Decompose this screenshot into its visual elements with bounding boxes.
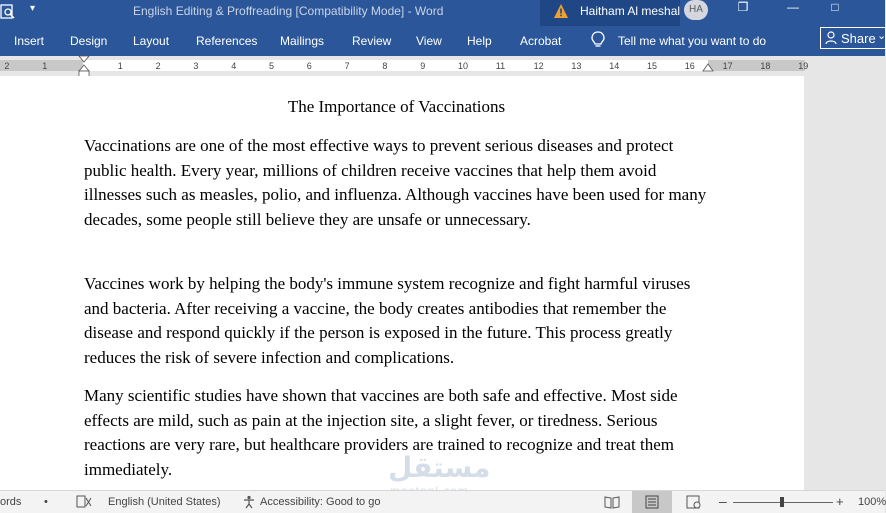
word-count[interactable]: ords (0, 496, 22, 508)
track-changes-icon[interactable] (76, 495, 92, 509)
document-title: English Editing & Proffreading [Compatibility Mode] - Word (133, 4, 444, 18)
tell-me-label: Tell me what you want to do (618, 34, 767, 48)
tab-view[interactable]: View (416, 34, 442, 48)
ruler-label: 1 (42, 61, 48, 71)
ruler-label: 1 (117, 61, 123, 71)
language-indicator[interactable]: English (United States) (108, 496, 221, 508)
ruler-label: 12 (533, 61, 544, 71)
accessibility-status[interactable]: Accessibility: Good to go (260, 496, 381, 508)
ruler-label: 13 (571, 61, 582, 71)
warning-icon[interactable] (553, 3, 569, 19)
ruler-label: 9 (420, 61, 426, 71)
tab-help[interactable]: Help (467, 34, 492, 48)
zoom-slider-thumb[interactable] (780, 497, 784, 507)
share-label: Share (841, 31, 876, 46)
document-heading[interactable]: The Importance of Vaccinations (287, 97, 506, 116)
watermark-script: مستقل (388, 451, 491, 484)
tab-acrobat[interactable]: Acrobat (520, 34, 562, 48)
status-separator: • (44, 496, 48, 508)
document-page[interactable] (0, 76, 804, 490)
ruler-label: 7 (344, 61, 350, 71)
ruler-indent-marker[interactable] (78, 56, 90, 78)
print-layout-button[interactable] (632, 491, 672, 513)
tab-references[interactable]: References (196, 34, 258, 48)
title-bar (0, 0, 885, 26)
restore-button[interactable]: □ (831, 0, 839, 14)
print-preview-icon[interactable] (0, 3, 16, 21)
horizontal-ruler[interactable] (0, 56, 885, 76)
paragraph[interactable]: Vaccinations are one of the most effective ways to prevent serious diseases and protect public health. Every year, millions of children receive vaccines that help them avoid illnesses such as measles, polio, and influenza. Although vaccines have been used for many decades, some people still believe they are unsafe or unnecessary. (84, 136, 707, 229)
lightbulb-icon (590, 31, 606, 49)
ruler-label: 18 (760, 61, 771, 71)
read-mode-icon[interactable] (604, 495, 620, 509)
ruler-label: 2 (155, 61, 161, 71)
zoom-level[interactable]: 100% (858, 496, 886, 508)
ruler-label: 10 (458, 61, 469, 71)
ribbon-tabs (0, 26, 885, 56)
status-bar (0, 490, 885, 513)
ruler-right-indent-marker[interactable] (702, 62, 714, 72)
share-person-icon (825, 31, 839, 45)
watermark (388, 451, 498, 491)
ruler-label: 16 (684, 61, 695, 71)
ruler-label: 15 (647, 61, 658, 71)
web-layout-icon[interactable] (686, 495, 702, 509)
user-name[interactable]: Haitham Al meshal (580, 4, 681, 18)
ruler-label: 17 (722, 61, 733, 71)
tab-insert[interactable]: Insert (14, 34, 45, 48)
ruler-label: 8 (382, 61, 388, 71)
zoom-out-button[interactable]: – (719, 493, 727, 509)
ruler-label: 19 (798, 61, 809, 71)
zoom-in-button[interactable]: + (836, 494, 844, 509)
tab-design[interactable]: Design (70, 34, 108, 48)
share-button[interactable] (820, 27, 886, 49)
paragraph[interactable]: Many scientific studies have shown that vaccines are both safe and effective. Most side effects are mild, such as pain at the injection site, a slight fever, or tiredness. Serious reactions are very rare, but healthcare providers are trained to recognize and treat them immediately. (84, 386, 678, 479)
ruler-label: 2 (4, 61, 10, 71)
tab-layout[interactable]: Layout (133, 34, 170, 48)
paragraph[interactable]: Vaccines work by helping the body's immune system recognize and fight harmful viruses and bacteria. After receiving a vaccine, the body creates antibodies that remember the disease and respond quickly if the person is exposed in the future. This process greatly reduces the risk of severe infection and complications. (84, 274, 691, 367)
ruler-label: 6 (306, 61, 312, 71)
ruler-label: 11 (495, 61, 506, 71)
customize-qat-button[interactable]: ▾ (30, 3, 36, 14)
tab-mailings[interactable]: Mailings (280, 34, 325, 48)
ruler-label: 5 (269, 61, 275, 71)
ruler-label: 4 (231, 61, 237, 71)
ruler-label: 14 (609, 61, 620, 71)
tab-review[interactable]: Review (352, 34, 392, 48)
chevron-down-icon: ⌄ (877, 30, 886, 42)
print-layout-icon (645, 495, 659, 509)
minimize-button[interactable]: — (787, 0, 799, 14)
ruler-label: 3 (193, 61, 199, 71)
avatar[interactable]: HA (684, 0, 708, 20)
accessibility-icon[interactable] (242, 495, 258, 509)
document-area[interactable] (0, 76, 885, 490)
ribbon-display-options-button[interactable]: ❐ (737, 0, 749, 14)
